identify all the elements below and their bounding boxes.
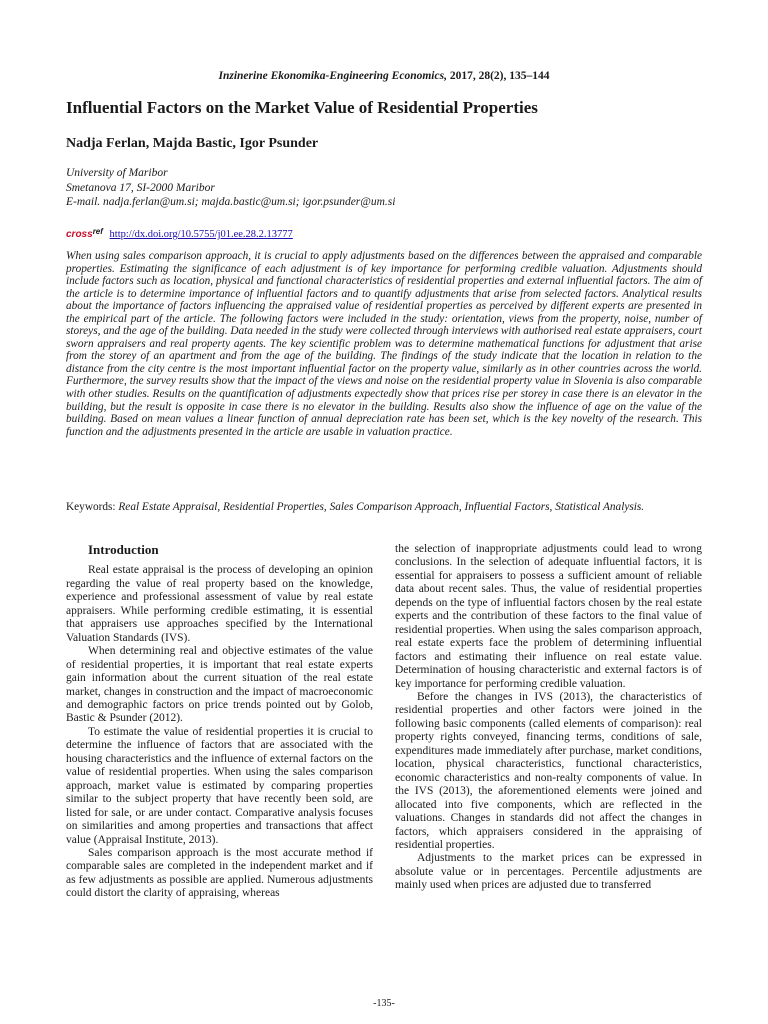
left-column (66, 543, 373, 901)
section-heading-introduction: Introduction (88, 542, 159, 557)
page-number: -135- (373, 998, 395, 1009)
doi-link[interactable]: http://dx.doi.org/10.5755/j01.ee.28.2.13777 (109, 229, 293, 240)
email-line: E-mail. nadja.ferlan@um.si; majda.bastic@um.si; igor.psunder@um.si (66, 196, 396, 208)
address: Smetanova 17, SI-2000 Maribor (66, 181, 215, 194)
journal-header (0, 70, 768, 82)
paragraph: the selection of inappropriate adjustments could lead to wrong conclusions. In the selection of adequate influential factors, it is essential for appraisers to possess a sufficient amount of reliable data about recent sales. Thus, the value of residential properties depends on the type of influential factors chosen by the real estate experts and the contribution of these factors to the final value of residential properties. When using the sales comparison approach, real estate experts face the problem of determining influential factors and estimating their influence on real estate value. Determination of housing characteristic and external factors is of key importance for performing credible valuation. (395, 543, 702, 690)
paper-title: Influential Factors on the Market Value of Residential Properties (66, 98, 538, 117)
journal-name: Inzinerine Ekonomika-Engineering Economics, (218, 70, 447, 82)
paragraph: Real estate appraisal is the process of developing an opinion regarding the value of real property based on the knowledge, experience and professional assessment of value by real estate appraisers. While performing credible estimating, it is essential that appraisers use approaches specified by the International Valuation Standards (IVS). (66, 564, 373, 644)
keywords-text: Real Estate Appraisal, Residential Properties, Sales Comparison Approach, Influential Factors, Statistical Analysis. (118, 501, 645, 513)
journal-citation: 2017, 28(2), 135–144 (449, 70, 550, 82)
doi-line (66, 227, 293, 240)
abstract: When using sales comparison approach, it is crucial to apply adjustments based on the differences between the appraised and comparable properties. Estimating the significance of each adjustment is of key importance for performing credible valuation. Adjustments should include factors such as location, physical and functional characteristics of residential properties and external influential factors. The aim of the article is to determine importance of influential factors and to quantify adjustments that arise from selected factors. Analytical results about the importance of factors influencing the appraised value of residential properties as perceived by different experts are presented in the empirical part of the article. The following factors were included in the study: orientation, views from the property, noise, number of storeys, and the age of the building. Data needed in the study were collected through interviews with authorised real estate appraisers, court sworn appraisers and real property agents. The key scientific problem was to determine mathematical functions for adjustment that arise from the storey of an apartment and from the age of the building. The findings of the study indicate that the location in relation to the distance from the city centre is the most important influential factor on the property value, similarly as in other countries across the world. Furthermore, the survey results show that the impact of the views and noise on the residential property value in Slovenia is also comparable with other studies. Results on the quantification of adjustments expectedly show that prices rise per storey in case there is an elevator in the building, but the result is opposite in case there is no elevator in the building. Results also show the influence of age on the value of the building. Based on mean values a linear function of annual depreciation rate has been set, which is the key novelty of the research. This function and the adjustments presented in the article are usable in valuation practice. (66, 250, 702, 438)
crossref-logo: cross$^{ref}$ (66, 227, 103, 240)
keywords-label: Keywords: (66, 501, 116, 513)
affiliation-block (66, 166, 395, 210)
paragraph: Sales comparison approach is the most accurate method if comparable sales are completed in the independent market and if as few adjustments as possible are applied. Numerous adjustments could distort the clarity of appraising, whereas (66, 846, 373, 900)
paragraph: Adjustments to the market prices can be expressed in absolute value or in percentages. Percentile adjustments are mainly used when prices are adjusted due to transferred (395, 852, 702, 892)
paragraph: To estimate the value of residential properties it is crucial to determine the influence of factors that are associated with the housing characteristics and the influence of external factors on the value of residential properties. When using the sales comparison approach, market value is estimated by comparing properties similar to the subject property that have recently been sold, are listed for sale, or are under contact. Comparative analysis focuses on similarities and among properties and transactions that affect value (Appraisal Institute, 2013). (66, 725, 373, 846)
keywords (66, 501, 702, 514)
author-list: Nadja Ferlan, Majda Bastic, Igor Psunder (66, 136, 319, 151)
institution: University of Maribor (66, 167, 168, 179)
paragraph: Before the changes in IVS (2013), the characteristics of residential properties and other factors were joined in the following basic components (called elements of comparison): real property rights conveyed, financing terms, conditions of sale, expenditures made immediately after purchase, market conditions, location, physical characteristics, functional characteristics, economic characteristics and non-realty components of value. In the IVS (2013), the aforementioned elements were joined and allocated into five components, which are reflected in the valuations. Changes in standards did not affect the changes in factors, which appraisers considered in the appraising of residential properties. (395, 690, 702, 851)
right-column (395, 543, 702, 893)
paragraph: When determining real and objective estimates of the value of residential properties, it is important that real estate experts gain information about the current situation of the real estate market, changes in construction and the impact of macroeconomic and demographic factors on price trends pointed out by Golob, Bastic & Psunder (2012). (66, 645, 373, 725)
